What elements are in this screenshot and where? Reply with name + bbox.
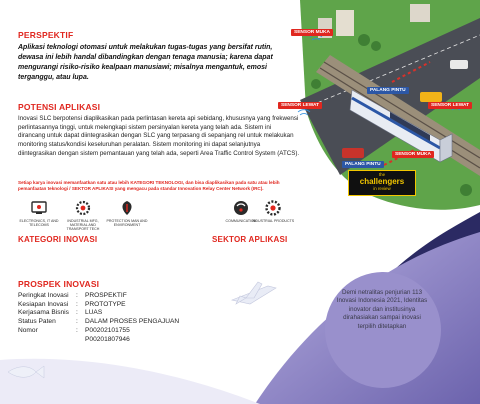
airplane-icon (232, 282, 276, 304)
kategori-item-industrial (60, 198, 106, 232)
kategori-item-protection (104, 198, 150, 227)
sektor-label-industrial-products: INDUSTRIAL PRODUCTS (251, 219, 295, 223)
potensi-text: Inovasi SLC berpotensi diaplikasikan pada perlintasan kereta api sebidang, khususnya yang frekwensi perlintasannya tinggi, untuk melengkapi sistem persinyalan kereta yang telah ada. Sistem ini dirancang untuk dapat diintegrasikan dengan SLC yang terpasang di sepanjang rel untuk melakukan monitoring status/kondisi keseluruhan peralatan. Sistem monitoring ini dapat selanjutnya diintegrasikan dengan sistem pemantauan yang telah ada, seperti Area Traffic Control System (ATCS). (18, 115, 300, 157)
perspektif-title: PERSPEKTIF (18, 30, 74, 40)
prospek-table (18, 292, 215, 344)
prospek-sep: : (76, 318, 78, 326)
prospek-value: PROTOTYPE (85, 300, 126, 308)
badge-line-2: challengers (359, 177, 405, 186)
sensor-lewat-label-right: SENSOR LEWAT (428, 102, 472, 109)
lavender-arc (0, 359, 260, 404)
prospek-value: LUAS (85, 309, 103, 317)
palang-pintu-label-bottom: PALANG PINTU (342, 161, 384, 168)
perspektif-text: Aplikasi teknologi otomasi untuk melakukan tugas-tugas yang bersifat rutin, dewasa ini lebih handal dibandingkan dengan tenaga manusia; karena dapat mengurangi risiko-risiko kealpaan manusiawi; misalnya mengantuk, emosi terganggu, atau lupa. (18, 44, 273, 81)
sensor-muka-label-top: SENSOR MUKA (291, 29, 333, 36)
prospek-sep: : (76, 309, 78, 317)
prospek-key: Nomor (18, 326, 38, 334)
prospek-value: P00202101755 (85, 326, 130, 334)
prospek-key: Status Paten (18, 318, 56, 326)
prospek-row (18, 327, 215, 336)
communication-icon (230, 198, 252, 218)
industrial-icon (72, 198, 94, 218)
palang-pintu-label-top: PALANG PINTU (367, 87, 409, 94)
badge-line-1: the (378, 172, 386, 177)
prospek-sep: : (76, 292, 78, 299)
protection-icon (116, 198, 138, 218)
prospek-row (18, 336, 215, 345)
potensi-title: POTENSI APLIKASI (18, 102, 101, 112)
industrial-products-icon (262, 198, 284, 218)
sektor-title: SEKTOR APLIKASI (212, 235, 288, 244)
kategori-title: KATEGORI INOVASI (18, 235, 98, 244)
sensor-muka-label-bottom: SENSOR MUKA (392, 151, 434, 158)
neutrality-note: Demi netralitas penjurian 113 Inovasi Indonesia 2021, Identitas inovator dan institusinya dirahasiakan sampai inovasi terpilih ditetapkan (336, 289, 428, 330)
challengers-badge (348, 170, 416, 196)
kategori-label-protection: PROTECTION MAN AND ENVIRONMENT (106, 219, 148, 228)
irc-note: Setiap karya inovasi memanfaatkan satu atau lebih KATEGORI TEKNOLOGI, dan bisa diaplikasikan pada satu atau lebih pemanfaatan teknologi / SEKTOR APLIKASI yang mengacu pada standar Innovation Relay Center Network (IRC). (18, 180, 280, 191)
prospek-title: PROSPEK INOVASI (18, 279, 100, 289)
prospek-row (18, 309, 215, 318)
prospek-value: PROSPEKTIF (85, 292, 127, 299)
badge-line-3: in review (373, 186, 391, 191)
sektor-item-industrial-products (250, 198, 296, 223)
prospek-row (18, 318, 215, 327)
electronics-icon (28, 198, 50, 218)
prospek-row (18, 292, 215, 301)
sektor-label-communication: COMMUNICATION (225, 219, 257, 223)
sensor-lewat-label-left: SENSOR LEWAT (278, 102, 322, 109)
kategori-label-electronics: ELECTRONICS, IT AND TELECOMS (19, 219, 59, 228)
prospek-key: Kesiapan Inovasi (18, 300, 69, 308)
prospek-row (18, 301, 215, 310)
prospek-sep: : (76, 300, 78, 308)
prospek-sep: : (76, 326, 78, 334)
prospek-value: DALAM PROSES PENGAJUAN (85, 318, 180, 326)
prospek-key: Kerjasama Bisnis (18, 309, 69, 317)
prospek-value: P00201807946 (85, 335, 130, 343)
kategori-label-industrial: INDUSTRIAL MFG, MATERIAL AND TRANSPORT TECH (66, 219, 100, 232)
prospek-sep (76, 336, 85, 345)
prospek-key: Peringkat Inovasi (18, 292, 69, 299)
kategori-item-electronics (16, 198, 62, 227)
prospek-key (18, 336, 76, 345)
